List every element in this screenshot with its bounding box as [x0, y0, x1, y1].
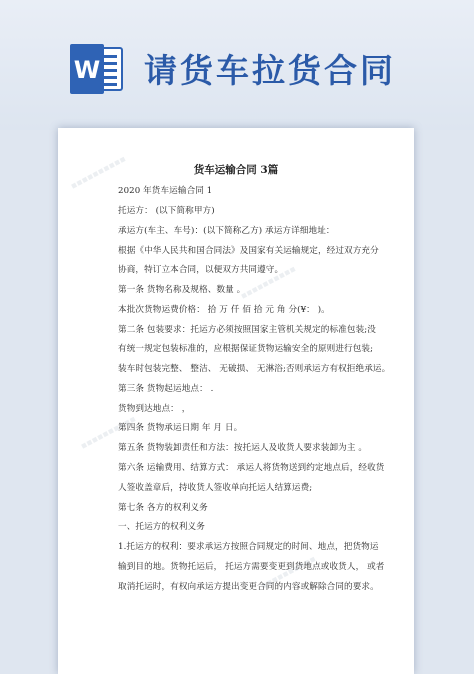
doc-line: 装车时包装完整、 整洁、 无破损、 无淋浴;否则承运方有权拒绝承运。 [118, 364, 391, 374]
word-logo-letter: W [73, 56, 101, 84]
doc-line: 有统一规定包装标准的，应根据保证货物运输安全的原则进行包装; [118, 344, 374, 354]
doc-line: 第二条 包装要求：托运方必须按照国家主管机关规定的标准包装;没 [118, 325, 376, 335]
doc-line: 第四条 货物承运日期 年 月 日。 [118, 423, 243, 433]
doc-line: 货物到达地点： ， [118, 404, 191, 414]
doc-line: 输到目的地。货物托运后， 托运方需要变更到货地点或收货人， 或者 [118, 562, 385, 572]
watermark-decoration: ▪▪▪▪▪▪▪▪▪▪ [79, 414, 138, 452]
doc-line: 人签收盖章后，持收货人签收单向托运人结算运费; [118, 483, 313, 493]
doc-line: 2020 年货车运输合同 1 [118, 186, 213, 196]
document-page [58, 128, 414, 674]
word-icon [68, 40, 126, 98]
doc-line: 一、托运方的权利义务 [118, 522, 205, 532]
watermark-decoration: ▪▪▪▪▪▪▪▪▪▪ [69, 154, 128, 192]
doc-line: 1.托运方的权利：要求承运方按照合同规定的时间、地点，把货物运 [118, 542, 379, 552]
watermark-decoration: ▪▪▪▪▪▪▪▪▪▪ [239, 264, 298, 302]
doc-line: 承运方(车主、车号)：(以下简称乙方) 承运方详细地址： [118, 226, 335, 236]
doc-line: 取消托运时，有权向承运方提出变更合同的内容或解除合同的要求。 [118, 582, 379, 592]
doc-line: 托运方： (以下简称甲方) [118, 206, 215, 216]
doc-line: 第七条 各方的权利义务 [118, 503, 208, 513]
document-title: 货车运输合同 3篇 [193, 164, 279, 176]
doc-line: 协商，特订立本合同，以便双方共同遵守。 [118, 265, 284, 275]
banner [0, 0, 474, 130]
doc-line: 根据《中华人民共和国合同法》及国家有关运输规定，经过双方充分 [118, 246, 379, 256]
doc-line: 第六条 运输费用、结算方式： 承运人将货物送到约定地点后，经收货 [118, 463, 385, 473]
banner-title: 请货车拉货合同 [144, 51, 396, 90]
doc-line: 第一条 货物名称及规格、数量 。 [118, 285, 246, 295]
doc-line: 第三条 货物起运地点： . [118, 384, 214, 394]
doc-line: 第五条 货物装卸责任和方法：按托运人及收货人要求装卸为主 。 [118, 443, 368, 453]
doc-line: 本批次货物运费价格： 拾 万 仟 佰 拾 元 角 分(¥： )。 [118, 305, 330, 315]
watermark-decoration: ▪▪▪▪▪▪▪▪▪▪ [259, 554, 318, 592]
